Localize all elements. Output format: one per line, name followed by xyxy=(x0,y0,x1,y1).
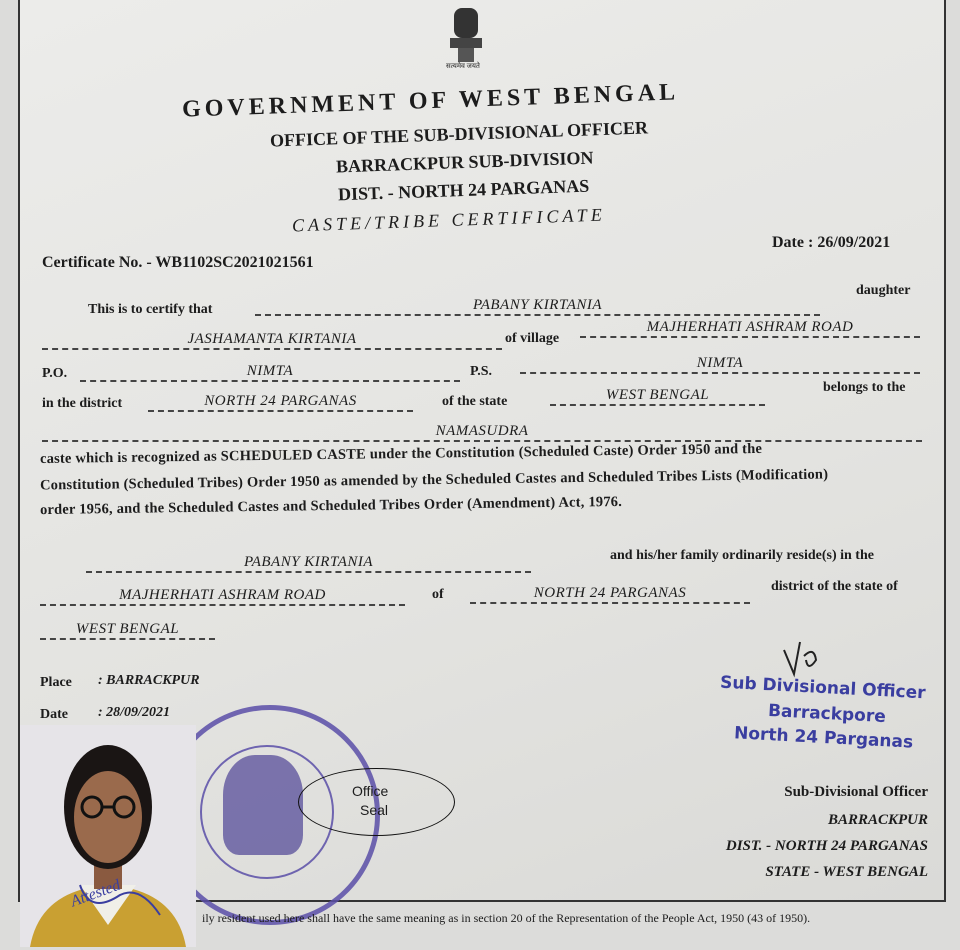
village-field: MAJHERHATI ASHRAM ROAD xyxy=(580,318,920,338)
photo-attestation: Attested xyxy=(68,876,123,911)
state-label: of the state xyxy=(442,394,508,409)
signatory-title: Sub-Divisional Officer xyxy=(784,784,928,800)
district-state-label: district of the state of xyxy=(771,579,898,594)
emblem-caption: सत्यमेव जयते xyxy=(446,62,480,70)
signatory-district: DIST. - NORTH 24 PARGANAS xyxy=(725,838,928,854)
office-heading: OFFICE OF THE SUB-DIVISIONAL OFFICER xyxy=(269,117,649,151)
date-value: : 28/09/2021 xyxy=(98,705,170,720)
applicant-photo xyxy=(20,725,196,947)
paragraph-line-2: Constitution (Scheduled Tribes) Order 1950 as amended by the Scheduled Castes and Scheduled Tribes Lists (Modification) xyxy=(39,466,829,494)
footnote: ily resident used here shall have the same meaning as in section 20 of the Representation of the People Act, 1950 (43 of 1950). xyxy=(202,911,811,925)
office-seal-label: Office xyxy=(352,783,389,799)
person-photo-icon xyxy=(20,725,196,947)
parent-field: JASHAMANTA KIRTANIA xyxy=(42,330,502,350)
po-label: P.O. xyxy=(42,366,68,381)
reside-label: and his/her family ordinarily reside(s) in the xyxy=(610,548,874,563)
of-label: of xyxy=(432,587,444,602)
signatory-state: STATE - WEST BENGAL xyxy=(765,864,928,880)
name-field: PABANY KIRTANIA xyxy=(255,296,820,316)
blue-stamp-line-3: North 24 Parganas xyxy=(733,723,914,753)
district-heading: DIST. - NORTH 24 PARGANAS xyxy=(337,175,590,205)
po-field: NIMTA xyxy=(80,362,460,382)
resident-name-field: PABANY KIRTANIA xyxy=(86,553,531,573)
state2-field: WEST BENGAL xyxy=(40,620,215,640)
certify-label: This is to certify that xyxy=(88,302,213,317)
district2-field: NORTH 24 PARGANAS xyxy=(470,584,750,604)
issue-date: Date : 26/09/2021 xyxy=(772,234,891,251)
caste-field: NAMASUDRA xyxy=(42,422,922,442)
address-field: MAJHERHATI ASHRAM ROAD xyxy=(40,586,405,606)
date-label: Date xyxy=(40,707,68,722)
place-value: : BARRACKPUR xyxy=(98,673,200,688)
relation-label: daughter xyxy=(856,283,911,298)
government-heading: GOVERNMENT OF WEST BENGAL xyxy=(181,79,680,123)
certificate-title: CASTE/TRIBE CERTIFICATE xyxy=(291,204,607,236)
certificate-number: Certificate No. - WB1102SC2021021561 xyxy=(42,254,314,271)
signature-icon xyxy=(780,636,830,680)
seal-label: Seal xyxy=(360,802,389,818)
subdivision-heading: BARRACKPUR SUB-DIVISION xyxy=(335,147,594,177)
ps-label: P.S. xyxy=(470,364,493,379)
belongs-label: belongs to the xyxy=(823,380,906,395)
ps-field: NIMTA xyxy=(520,354,920,374)
blue-stamp-line-1: Sub Divisional Officer xyxy=(719,672,927,704)
stamp-emblem-icon xyxy=(223,755,303,855)
district-field: NORTH 24 PARGANAS xyxy=(148,392,413,412)
place-label: Place xyxy=(40,675,72,690)
paragraph-line-1: caste which is recognized as SCHEDULED CASTE under the Constitution (Scheduled Caste) Order 1950 and the xyxy=(39,440,763,468)
district-label: in the district xyxy=(42,396,123,411)
state-field: WEST BENGAL xyxy=(550,386,765,406)
paragraph-line-3: order 1956, and the Scheduled Castes and Scheduled Tribes Order (Amendment) Act, 1976. xyxy=(39,493,623,519)
blue-stamp-line-2: Barrackpore xyxy=(767,700,887,728)
village-label: of village xyxy=(505,331,560,346)
signatory-place: BARRACKPUR xyxy=(827,812,928,828)
